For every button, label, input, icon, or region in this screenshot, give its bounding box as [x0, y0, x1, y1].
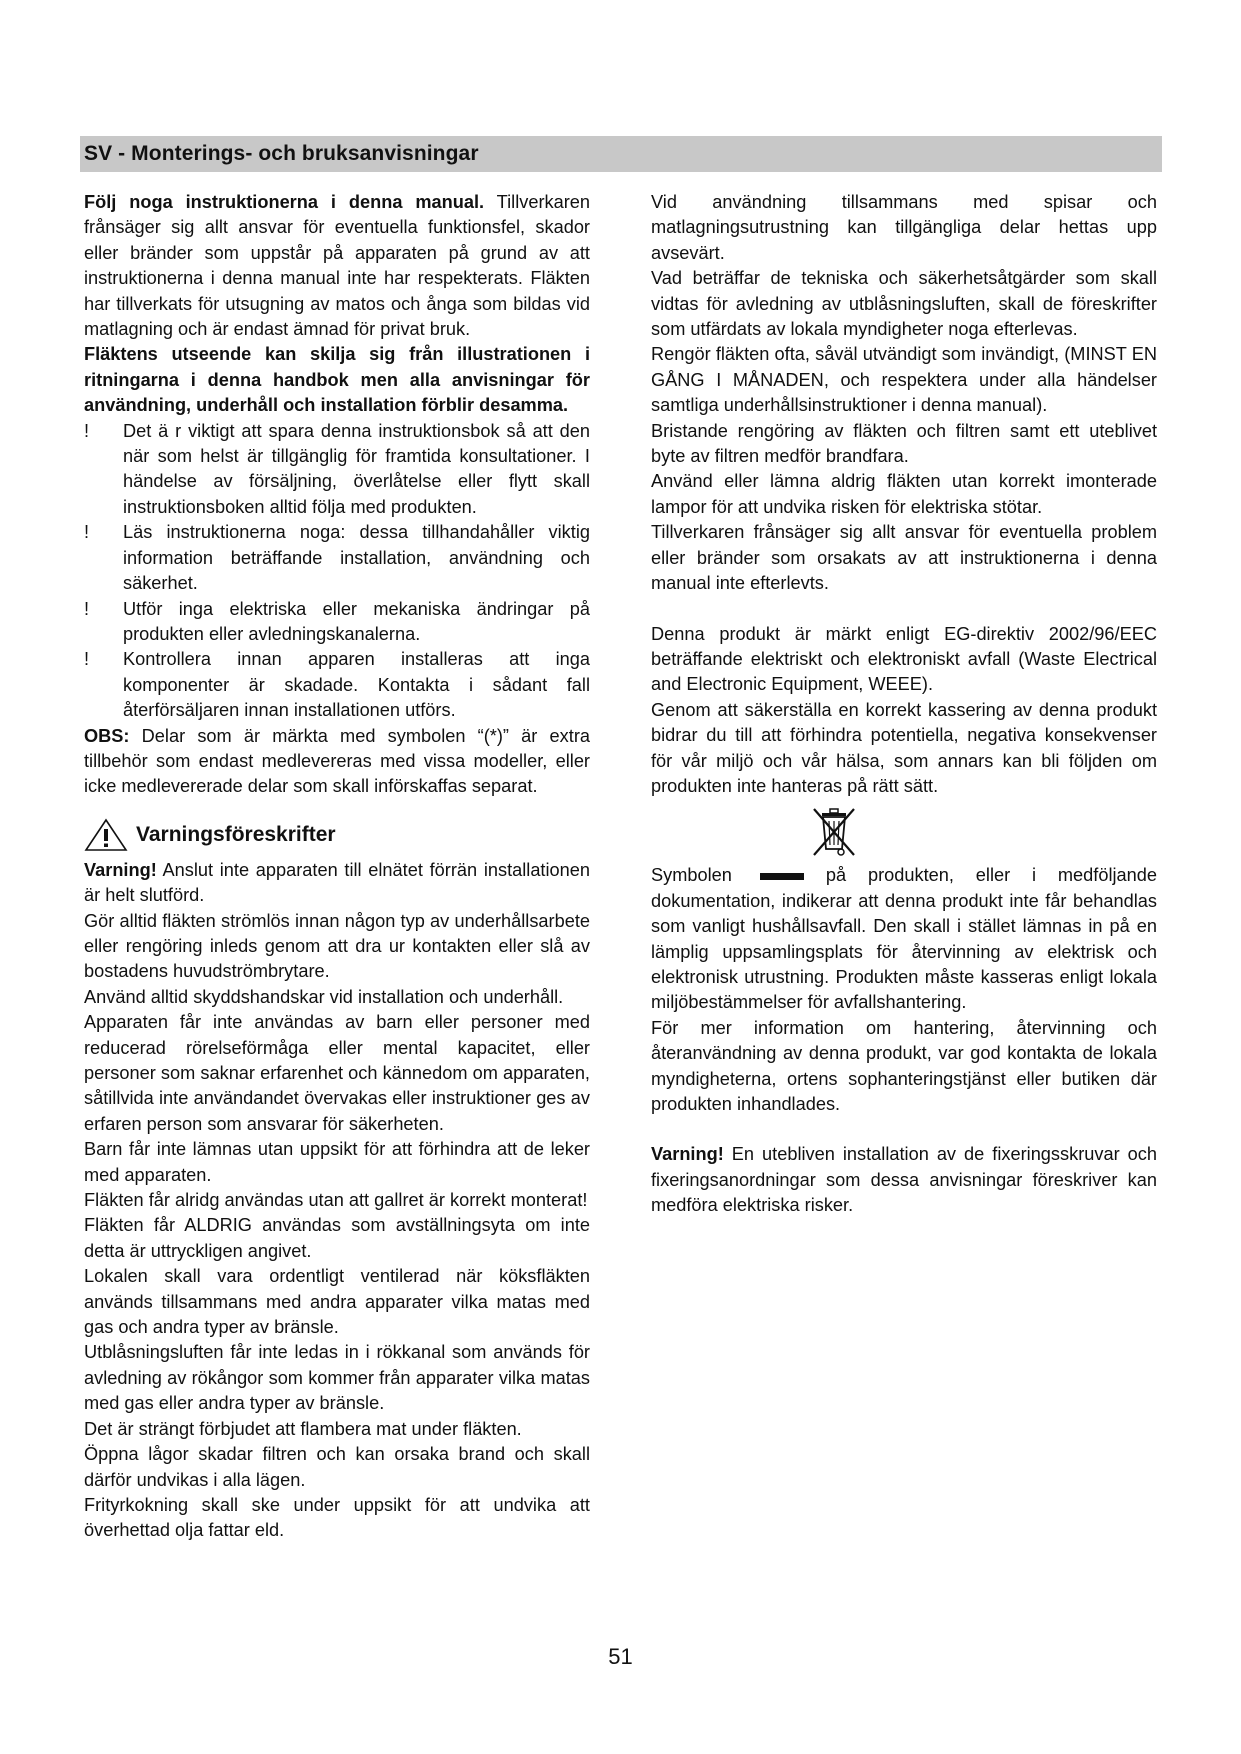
- safety-paragraph: Tillverkaren frånsäger sig allt ansvar för eventuella problem eller bränder som orsakats av att instruktionerna i denna manual inte efterlevts.: [651, 522, 1157, 594]
- bullet-item: [84, 419, 590, 521]
- warning-item: Använd alltid skyddshandskar vid installation och underhåll.: [84, 986, 564, 1007]
- warnings-title: Varningsföreskrifter: [136, 823, 336, 847]
- warning-item: Utblåsningsluften får inte ledas in i rökkanal som används för avledning av rökångor som kommer från apparater vilka matas med gas eller andra typer av bränsle.: [84, 1342, 590, 1414]
- warning-item: Fläkten får alridg användas utan att gallret är korrekt monterat!: [84, 1190, 588, 1211]
- obs-text: Delar som är märkta med symbolen “(*)” är extra tillbehör som endast medlevereras med vissa modeller, eller icke medlevererade delar som skall införskaffas separat.: [84, 725, 590, 797]
- warning-item: Apparaten får inte användas av barn eller personer med reducerad rörelseförmåga eller mental kapacitet, eller personer som saknar erfarenhet och kännedom om apparaten, såtillvida inte användandet övervakas eller instruktioner ges av erfaren person som ansvarar för säkerheten.: [84, 1012, 590, 1134]
- intro-bold: Följ noga instruktionerna i denna manual.: [84, 192, 485, 212]
- safety-paragraph: Bristande rengöring av fläkten och filtren samt ett uteblivet byte av filtren medför brandfara.: [651, 420, 1157, 467]
- obs-label: OBS:: [84, 725, 130, 746]
- safety-paragraph: Använd eller lämna aldrig fläkten utan korrekt imonterade lampor för att undvika risken för elektriska stötar.: [651, 471, 1157, 517]
- weee-symbol: [651, 805, 1157, 863]
- warning-item: Öppna lågor skadar filtren och kan orsaka brand och skall därför undvikas i alla lägen.: [84, 1444, 590, 1490]
- weee-paragraph: Denna produkt är märkt enligt EG-direktiv 2002/96/EEC beträffande elektriskt och elektroniskt avfall (Waste Electrical and Electronic Equipment, WEEE).: [651, 623, 1157, 695]
- bullet-text: Utför inga elektriska eller mekaniska ändringar på produkten eller avledningskanalerna.: [123, 598, 590, 644]
- bullet-item: [84, 647, 590, 723]
- warning-label: Varning!: [84, 859, 157, 880]
- symbol-text: på produkten, eller i medföljande dokumentation, indikerar att denna produkt inte får behandlas som vanligt hushållsavfall. Den skall i stället lämnas in på en lämplig uppsamlingsplats för återvinning av elektrisk och elektronisk utrustning. Produkten måste kasseras enligt lokala miljöbestämmelser för avfallshantering.: [651, 865, 1157, 1013]
- final-warning-paragraph: [651, 1142, 1157, 1218]
- section-header: [80, 136, 1162, 172]
- bullet-text: Läs instruktionerna noga: dessa tillhandahåller viktig information beträffande installation, användning och säkerhet.: [123, 522, 590, 594]
- exclamation-mark: !: [84, 420, 90, 441]
- bullet-text: Det ä r viktigt att spara denna instruktionsbok så att den när som helst är tillgänglig för framtida konsultationer. I händelse av försäljning, överlåtelse eller flytt skall instruktionsboken alltid följa med produkten.: [123, 420, 590, 517]
- warning-item: Det är strängt förbjudet att flambera mat under fläkten.: [84, 1418, 522, 1439]
- safety-paragraph: Rengör fläkten ofta, såväl utvändigt som invändigt, (MINST EN GÅNG I MÅNADEN, och respektera under alla händelser samtliga underhållsinstruktioner i denna manual).: [651, 344, 1157, 416]
- symbol-word: Symbolen: [651, 865, 732, 886]
- info-paragraph: För mer information om hantering, återvinning och återanvändning av denna produkt, var god kontakta de lokala myndigheterna, ortens sophanteringstjänst eller butiken där produkten inhandlades.: [651, 1017, 1157, 1114]
- left-column: [84, 190, 590, 1544]
- exclamation-mark: !: [84, 522, 90, 543]
- spacer: [651, 597, 1157, 622]
- exclamation-mark: !: [84, 598, 90, 619]
- final-warning-label: Varning!: [651, 1144, 724, 1165]
- intro-paragraph: [84, 190, 590, 342]
- right-column: [651, 190, 1157, 1219]
- bullet-text: Kontrollera innan apparen installeras att inga komponenter är skadade. Kontakta i sådant fall återförsäljaren innan installationen utförs.: [123, 649, 590, 721]
- symbol-paragraph: [651, 863, 1157, 1015]
- warning-item: Gör alltid fläkten strömlös innan någon typ av underhållsarbete eller rengöring inleds genom att dra ur kontakten eller slå av bostadens huvudströmbrytare.: [84, 910, 590, 982]
- warning-item: Barn får inte lämnas utan uppsikt för att förhindra att de leker med apparaten.: [84, 1139, 590, 1185]
- final-warning-text: En utebliven installation av de fixeringsskruvar och fixeringsanordningar som dessa anvisningar föreskriver kan medföra elektriska risker.: [651, 1144, 1157, 1216]
- spacer: [651, 1117, 1157, 1142]
- page-title: SV - Monterings- och bruksanvisningar: [84, 142, 479, 165]
- warning-item: Lokalen skall vara ordentligt ventilerad när köksfläkten används tillsammans med andra apparater vilka matas med gas och andra typer av bränsle.: [84, 1266, 590, 1338]
- warning-paragraph: [84, 858, 590, 909]
- warning-item: Fläkten får ALDRIG användas som avställningsyta om inte detta är uttryckligen angivet.: [84, 1215, 590, 1261]
- crossed-out-wheelie-bin-icon: [808, 805, 860, 859]
- safety-paragraph: Vad beträffar de tekniska och säkerhetsåtgärder som skall vidtas för avledning av utblåsningsluften, skall de föreskrifter som utfärdats av lokala myndigheter noga efterlevas.: [651, 268, 1157, 340]
- appearance-note: Fläktens utseende kan skilja sig från illustrationen i ritningarna i denna handbok men alla anvisningar för användning, underhåll och installation förblir desamma.: [84, 344, 590, 416]
- intro-text: Tillverkaren frånsäger sig allt ansvar för eventuella funktionsfel, skador eller bränder som uppstår på apparaten på grund av att instruktionerna i denna manual inte har respekterats. Fläkten har tillverkats för utsugning av matos och ånga som bildas vid matlagning och är endast ämnad för privat bruk.: [84, 192, 590, 340]
- warning-text: Anslut inte apparaten till elnätet förrän installationen är helt slutförd.: [84, 859, 590, 906]
- exclamation-mark: !: [84, 649, 90, 670]
- page-number: 51: [608, 1644, 633, 1669]
- obs-paragraph: [84, 724, 590, 800]
- warning-item: Frityrkokning skall ske under uppsikt för att undvika att överhettad olja fattar eld.: [84, 1494, 590, 1541]
- warnings-heading: [84, 818, 590, 852]
- warning-triangle-icon: [84, 818, 128, 852]
- bullet-item: [84, 520, 590, 596]
- black-bar-symbol: [760, 873, 804, 880]
- weee-paragraph: Genom att säkerställa en korrekt kassering av denna produkt bidrar du till att förhindra potentiella, negativa konsekvenser för vår miljö och vår hälsa, som annars kan bli följden om produkten inte hanteras på rätt sätt.: [651, 699, 1157, 796]
- bullet-item: [84, 597, 590, 648]
- safety-paragraph: Vid användning tillsammans med spisar och matlagningsutrustning kan tillgängliga delar hettas upp avsevärt.: [651, 192, 1157, 263]
